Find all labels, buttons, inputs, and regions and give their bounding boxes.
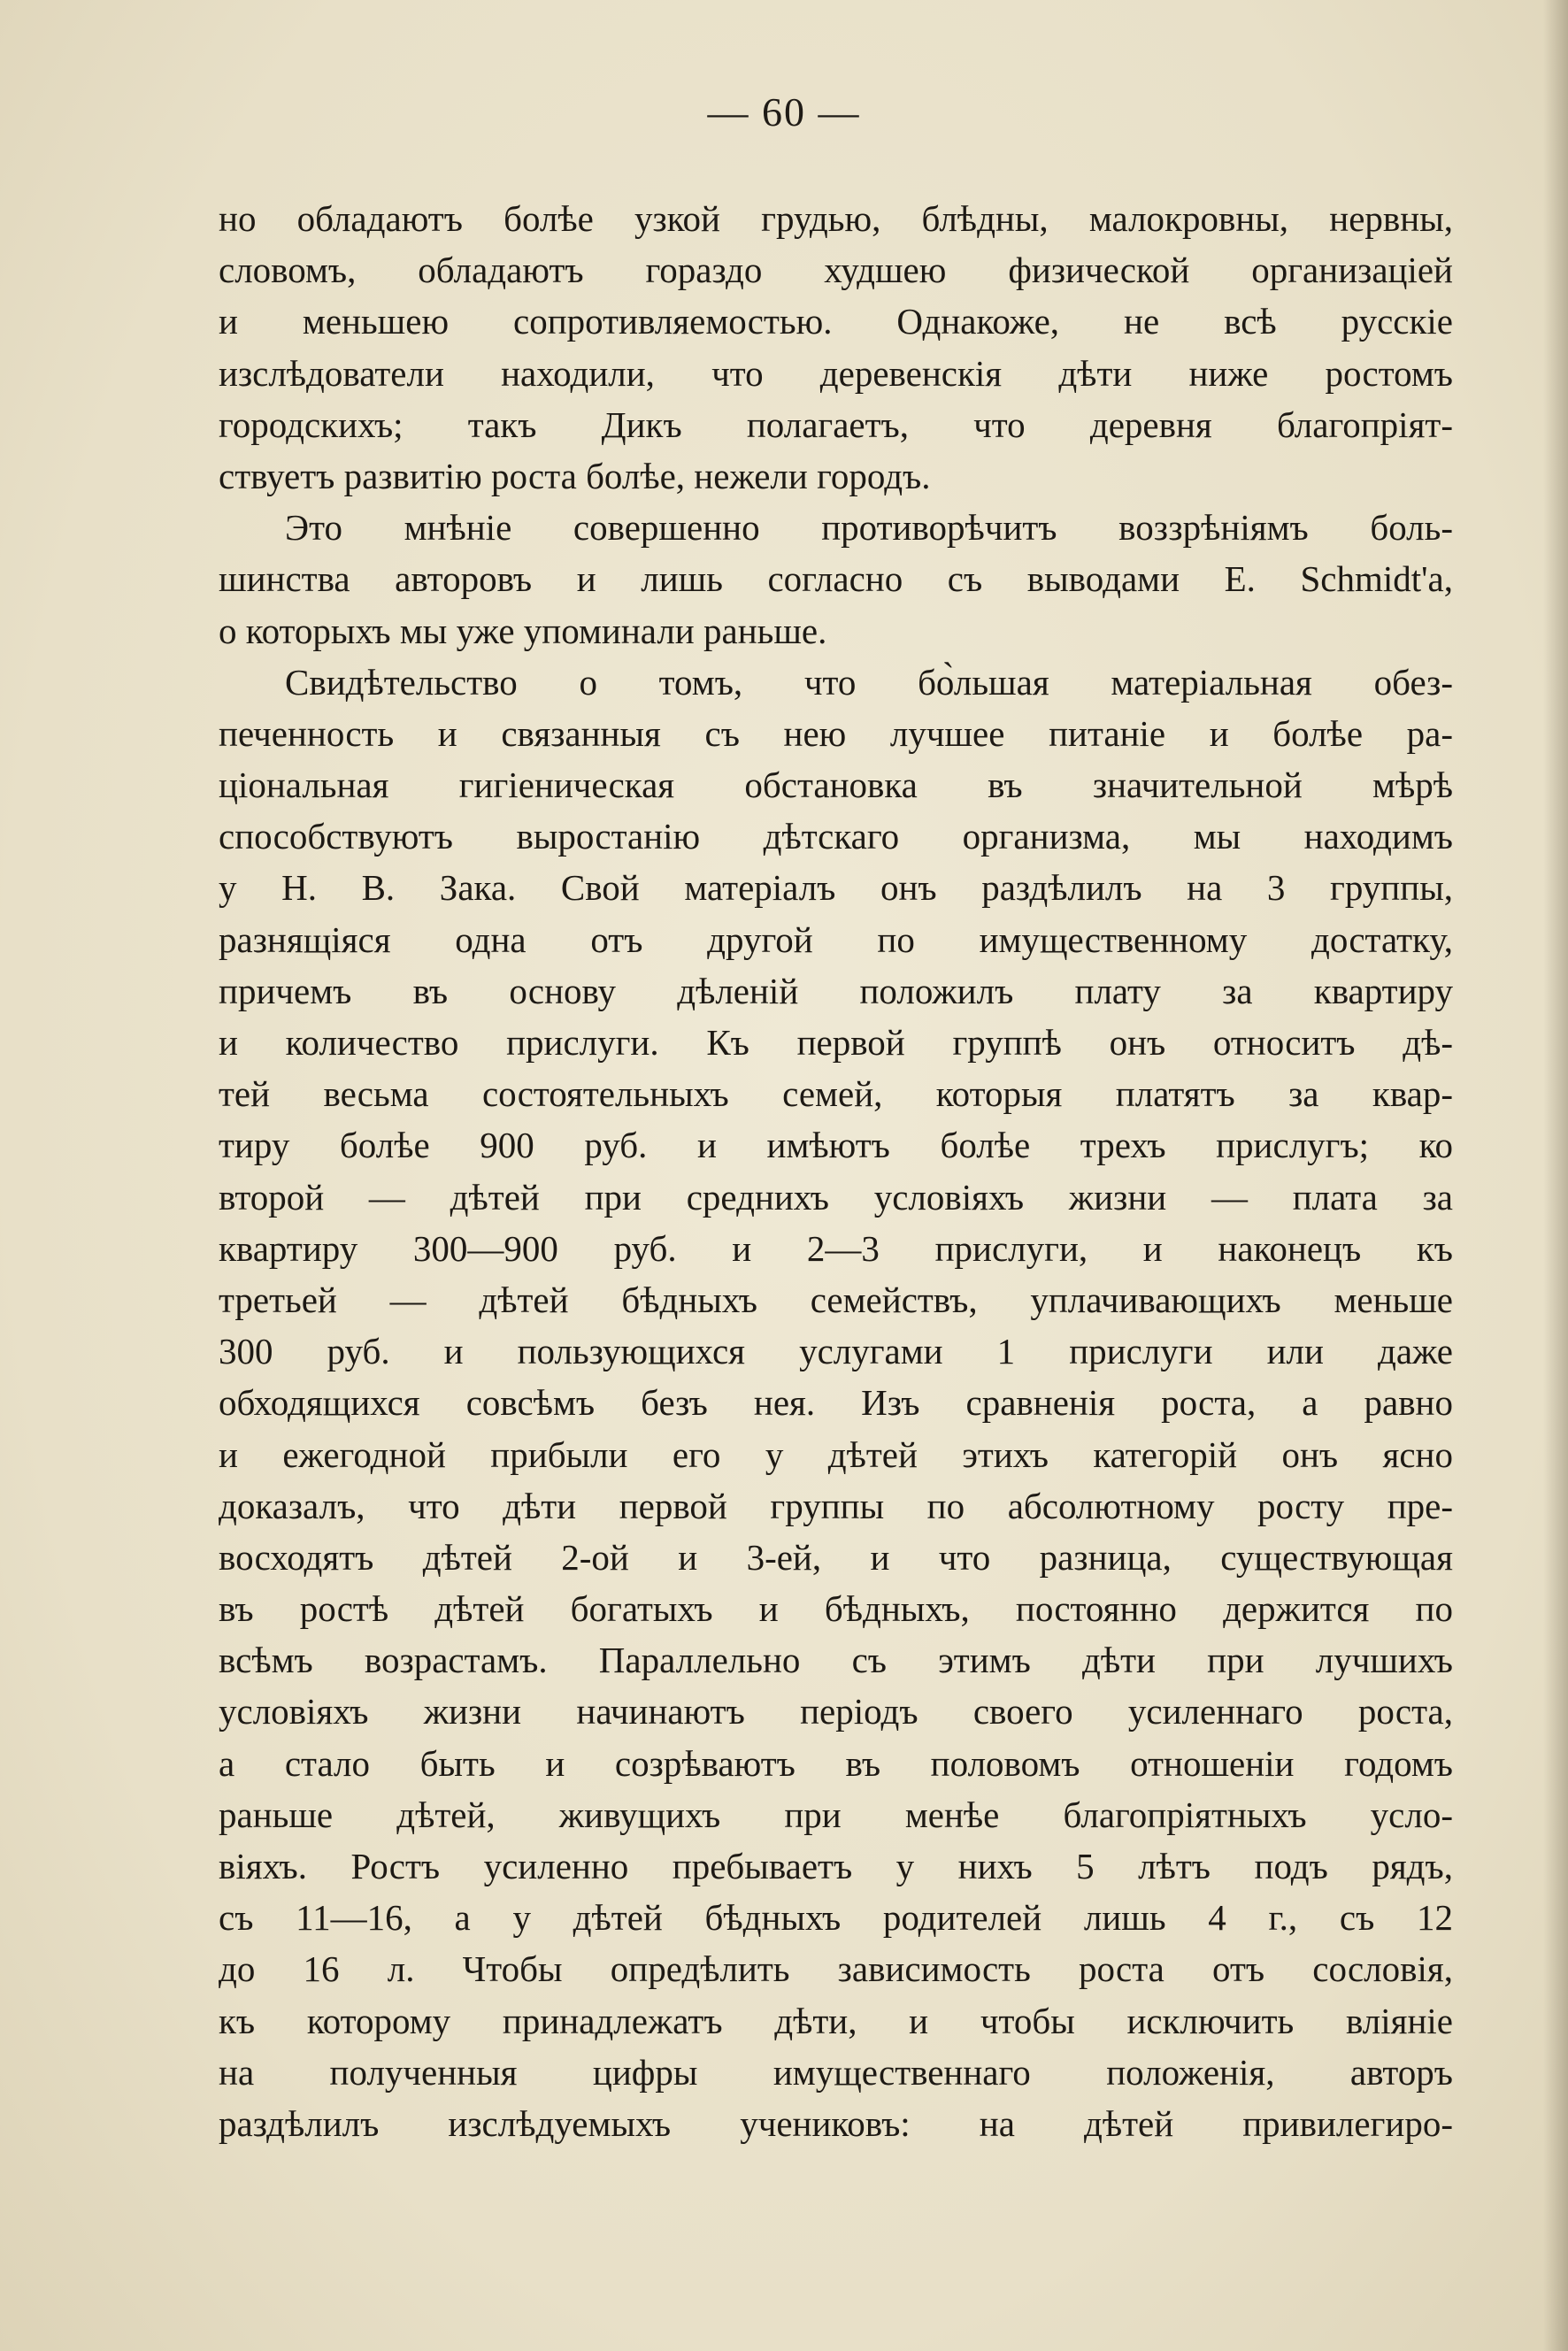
text-line: у Н. В. Зака. Свой матерiалъ онъ раздѣлилъ на 3 группы, [219, 867, 1453, 909]
text-line: квартиру 300—900 руб. и 2—3 прислуги, и наконецъ къ [219, 1227, 1453, 1269]
text-line: съ 11—16, а у дѣтей бѣдныхъ родителей лишь 4 г., съ 12 [219, 1897, 1453, 1939]
text-line: тиру болѣе 900 руб. и имѣютъ болѣе трехъ прислугъ; ко [219, 1125, 1453, 1166]
text-line: Свидѣтельство о томъ, что бо̀льшая матерiальная обез- [285, 661, 1453, 703]
text-line: словомъ, обладаютъ гораздо худшею физической организацiей [219, 250, 1453, 291]
text-line: ствуетъ развитiю роста болѣе, нежели городъ. [219, 455, 931, 496]
text-line: условiяхъ жизни начинаютъ перiодъ своего усиленнаго роста, [219, 1691, 1453, 1733]
text-line: городскихъ; такъ Дикъ полагаетъ, что деревня благопрiят- [219, 403, 1453, 445]
text-line: въ ростѣ дѣтей богатыхъ и бѣдныхъ, постоянно держится по [219, 1588, 1453, 1630]
text-line: разнящiяся одна отъ другой по имущественному достатку, [219, 918, 1453, 960]
text-line: о которыхъ мы уже упоминали раньше. [219, 610, 827, 651]
text-line: восходятъ дѣтей 2-ой и 3-ей, и что разница, существующая [219, 1536, 1453, 1578]
paragraph-3 [219, 657, 1453, 2149]
paragraph-2 [219, 502, 1453, 657]
text-line: но обладаютъ болѣе узкой грудью, блѣдны, малокровны, нервны, [219, 198, 1453, 239]
text-line: шинства авторовъ и лишь согласно съ выводами E. Schmidt'а, [219, 558, 1453, 600]
text-line: а стало быть и созрѣваютъ въ половомъ отношенiи годомъ [219, 1742, 1453, 1784]
text-line: обходящихся совсѣмъ безъ нея. Изъ сравненiя роста, а равно [219, 1382, 1453, 1424]
text-line: раньше дѣтей, живущихъ при менѣе благопрiятныхъ усло- [219, 1794, 1453, 1835]
paragraph-1 [219, 193, 1453, 502]
page-number: — 60 — [707, 89, 861, 134]
text-line: къ которому принадлежатъ дѣти, и чтобы исключить влiянiе [219, 2000, 1453, 2041]
text-line: третьей — дѣтей бѣдныхъ семействъ, уплачивающихъ меньше [219, 1279, 1453, 1320]
text-line: печенность и связанныя съ нею лучшее питанiе и болѣе ра- [219, 712, 1453, 754]
text-line: цiональная гигiеническая обстановка въ значительной мѣрѣ [219, 764, 1453, 806]
text-line: 300 руб. и пользующихся услугами 1 прислуги или даже [219, 1331, 1453, 1372]
text-line: всѣмъ возрастамъ. Параллельно съ этимъ дѣти при лучшихъ [219, 1640, 1453, 1681]
body-text [219, 193, 1453, 2149]
text-line: до 16 л. Чтобы опредѣлить зависимость роста отъ сословiя, [219, 1948, 1453, 1990]
text-line: способствуютъ выростанiю дѣтскаго организма, мы находимъ [219, 816, 1453, 857]
text-line: доказалъ, что дѣти первой группы по абсолютному росту пре- [219, 1485, 1453, 1526]
text-line: на полученныя цифры имущественнаго положенiя, авторъ [219, 2051, 1453, 2093]
text-line: изслѣдователи находили, что деревенскiя дѣти ниже ростомъ [219, 352, 1453, 394]
text-line: раздѣлилъ изслѣдуемыхъ учениковъ: на дѣтей привилегиро- [219, 2102, 1453, 2144]
text-line: и количество прислуги. Къ первой группѣ онъ относитъ дѣ- [219, 1022, 1453, 1063]
text-line: и ежегодной прибыли его у дѣтей этихъ категорiй онъ ясно [219, 1433, 1453, 1475]
text-line: причемъ въ основу дѣленiй положилъ плату за квартиру [219, 970, 1453, 1011]
text-line: Это мнѣнiе совершенно противорѣчитъ воззрѣнiямъ боль- [285, 507, 1453, 549]
text-line: тей весьма состоятельныхъ семей, которыя платятъ за квар- [219, 1073, 1453, 1115]
text-line: и меньшею сопротивляемостью. Однакоже, не всѣ русскiе [219, 301, 1453, 342]
text-line: вiяхъ. Ростъ усиленно пребываетъ у нихъ 5 лѣтъ подъ рядъ, [219, 1846, 1453, 1886]
page-edge-shadow [1543, 0, 1568, 2351]
text-line: второй — дѣтей при среднихъ условiяхъ жизни — плата за [219, 1176, 1453, 1218]
